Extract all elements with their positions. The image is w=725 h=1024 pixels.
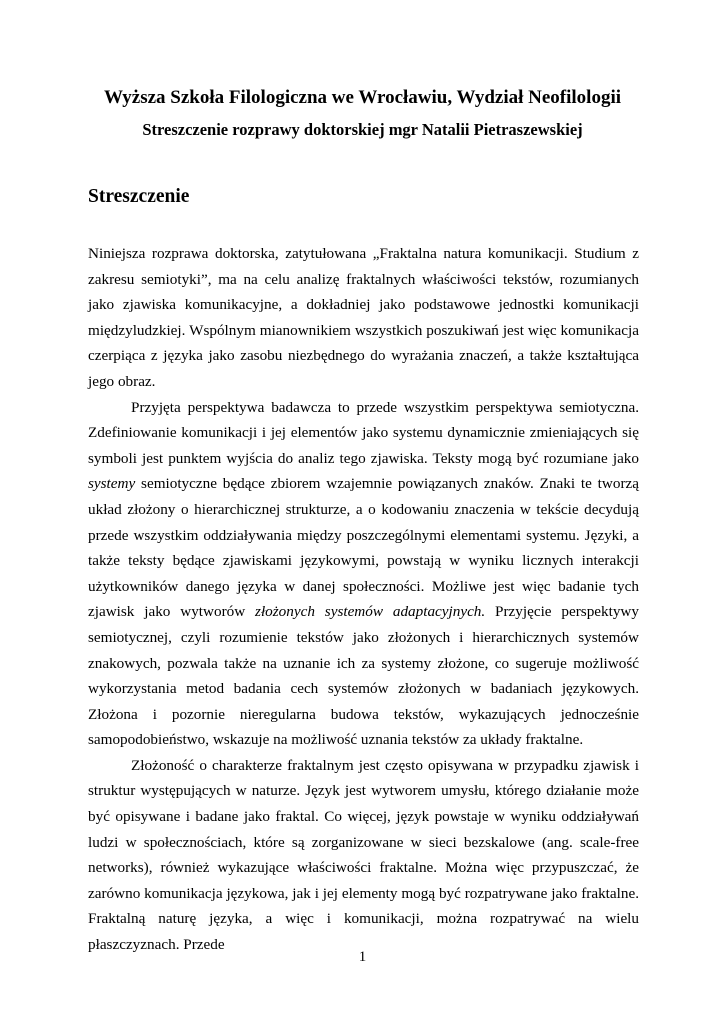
paragraph-3: Złożoność o charakterze fraktalnym jest często opisywana w przypadku zjawisk i struktur występujących w naturze. Język jest wytworem umysłu, którego działanie może być opisywane i badane jako fraktal. Co więcej, język powstaje w wyniku oddziaływań ludzi w społecznościach, które są zorganizowane w sieci bezskalowe (ang. scale-free networks), również wykazujące właściwości fraktalne. Można więc przypuszczać, że zarówno komunikacja językowa, jak i jej elementy mogą być rozpatrywane jako fraktalne. Fraktalną naturę języka, a więc i komunikacji, można rozpatrywać na wielu płaszczyznach. Przede — [88, 756, 639, 954]
paragraph-2-emphasis-systemy: systemy — [88, 475, 136, 493]
paragraph-2-part-3: Przyjęcie perspektywy semiotycznej, czyli rozumienie tekstów jako złożonych i hierarchicznych systemów znakowych, pozwala także na uznanie ich za systemy złożone, co sugeruje możliwość wykorzystania metod badania cech systemów złożonych w badaniach językowych. Złożona i pozornie nieregularna budowa tekstów, wykazujących jednocześnie samopodobieństwo, wskazuje na możliwość uznania tekstów za układy fraktalne. — [88, 603, 639, 749]
paragraph-2-part-1: Przyjęta perspektywa badawcza to przede wszystkim perspektywa semiotyczna. Zdefiniowanie komunikacji i jej elementów jako systemu dynamicznie zmieniających się symboli jest punktem wyjścia do analiz tego zjawiska. Teksty mogą być rozumiane jako — [88, 398, 639, 467]
section-heading: Streszczenie — [88, 186, 190, 207]
page-number: 1 — [358, 949, 367, 965]
document-header-title: Wyższa Szkoła Filologiczna we Wrocławiu, Wydział Neofilologii — [103, 87, 622, 108]
paragraph-2-emphasis-cas: złożonych systemów adaptacyjnych. — [255, 603, 486, 621]
paragraph-2 — [88, 395, 639, 753]
paragraph-1: Niniejsza rozprawa doktorska, zatytułowana „Fraktalna natura komunikacji. Studium z zakresu semiotyki”, ma na celu analizę fraktalnych właściwości tekstów, rozumianych jako zjawiska komunikacyjne, a dokładniej jako podstawowe jednostki komunikacji międzyludzkiej. Wspólnym mianownikiem wszystkich poszukiwań jest więc komunikacja czerpiąca z języka jako zasobu niezbędnego do wyrażania znaczeń, a także kształtująca jego obraz. — [88, 245, 639, 390]
document-header-subtitle: Streszczenie rozprawy doktorskiej mgr Natalii Pietraszewskiej — [142, 120, 583, 139]
paragraph-2-part-2: semiotyczne będące zbiorem wzajemnie powiązanych znaków. Znaki te tworzą układ złożony o hierarchicznej strukturze, a o kodowaniu znaczenia w tekście decydują przede wszystkim oddziaływania między poszczególnymi elementami systemu. Języki, a także teksty będące zjawiskami językowymi, powstają w wyniku licznych interakcji użytkowników danego języka w danej społeczności. Możliwe jest więc badanie tych zjawisk jako wytworów — [88, 475, 639, 621]
body-text — [88, 241, 639, 958]
